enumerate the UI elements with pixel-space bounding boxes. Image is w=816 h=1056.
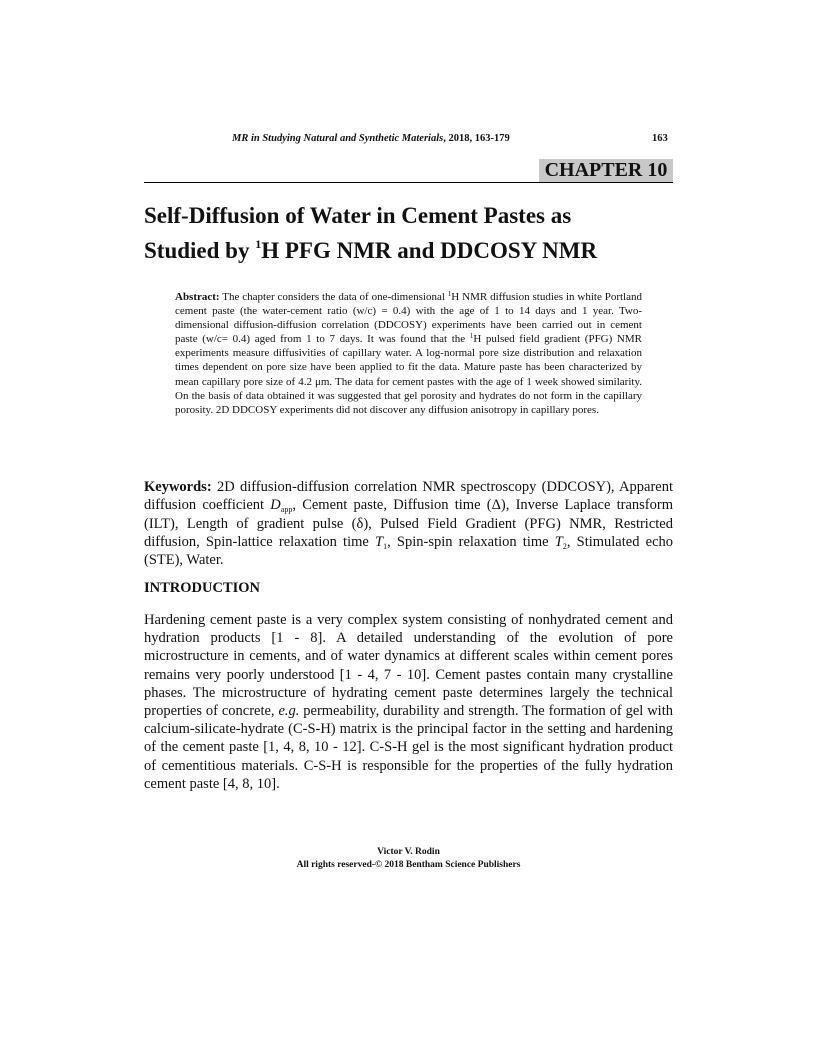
page-number: 163 [652, 133, 668, 144]
chapter-label: CHAPTER 10 [539, 159, 673, 182]
keywords-label: Keywords: [144, 479, 212, 495]
footer-rights: All rights reserved-© 2018 Bentham Science Publishers [296, 860, 521, 870]
running-head [232, 133, 510, 144]
article-title [144, 201, 673, 265]
abstract: Abstract: The chapter considers the data of one-dimensional $^1$H NMR diffusion studies in white Portland cement paste (the water-cement ratio (w/c) = 0.4) with the age of 1 to 14 days and 1 year. Two-dimensional diffusion-diffusion correlation (DDCOSY) experiments have been carried out in cement paste (w/c= 0.4) aged from 1 to 7 days. It was found that the $^1$H pulsed field gradient (PFG) NMR experiments measure diffusivities of capillary water. A log-normal pore size distribution and relaxation times dependent on pore size have been applied to fit the data. Mature paste has been characterized by mean capillary pore size of 4.2 μm. The data for cement pastes with the age of 1 week showed similarity. On the basis of data obtained it was suggested that gel porosity and hydrates do not form in the capillary porosity. 2D DDCOSY experiments did not discover any diffusion anisotropy in capillary pores. [175, 290, 642, 416]
footer-author: Victor V. Rodin [377, 847, 440, 857]
title-line-2: Studied by $^1$H PFG NMR and DDCOSY NMR [144, 237, 598, 263]
keywords: Keywords: 2D diffusion-diffusion correlation NMR spectroscopy (DDCOSY), Apparent diffusion coefficient $D_{app}$, Cement paste, Diffusion time (Δ), Inverse Laplace transform (ILT), Length of gradient pulse (δ), Pulsed Field Gradient (PFG) NMR, Restricted diffusion, Spin-lattice relaxation time $T_1$, Spin-spin relaxation time $T_2$, Stimulated echo (STE), Water. [144, 479, 674, 569]
title-line-1: Self-Diffusion of Water in Cement Pastes as [144, 203, 572, 228]
introduction-paragraph: Hardening cement paste is a very complex system consisting of nonhydrated cement and hydration products [1 - 8]. A detailed understanding of the evolution of pore microstructure in cements, and of water dynamics at different scales within cement pores remains very poorly understood [1 - 4, 7 - 10]. Cement pastes contain many crystalline phases. The microstructure of hydrating cement paste determines largely the technical properties of concrete, e.g. permeability, durability and strength. The formation of gel with calcium-silicate-hydrate (C-S-H) matrix is the principal factor in the setting and hardening of the cement paste [1, 4, 8, 10 - 12]. C-S-H gel is the most significant hydration product of cementitious materials. C-S-H is responsible for the properties of the fully hydration cement paste [4, 8, 10]. [144, 612, 673, 792]
footer [144, 846, 673, 872]
header-rule [144, 182, 673, 183]
section-heading-introduction: INTRODUCTION [144, 580, 261, 596]
abstract-label: Abstract: [175, 291, 220, 303]
journal-title: MR in Studying Natural and Synthetic Materials [232, 133, 444, 144]
journal-details: , 2018, 163-179 [443, 133, 510, 144]
